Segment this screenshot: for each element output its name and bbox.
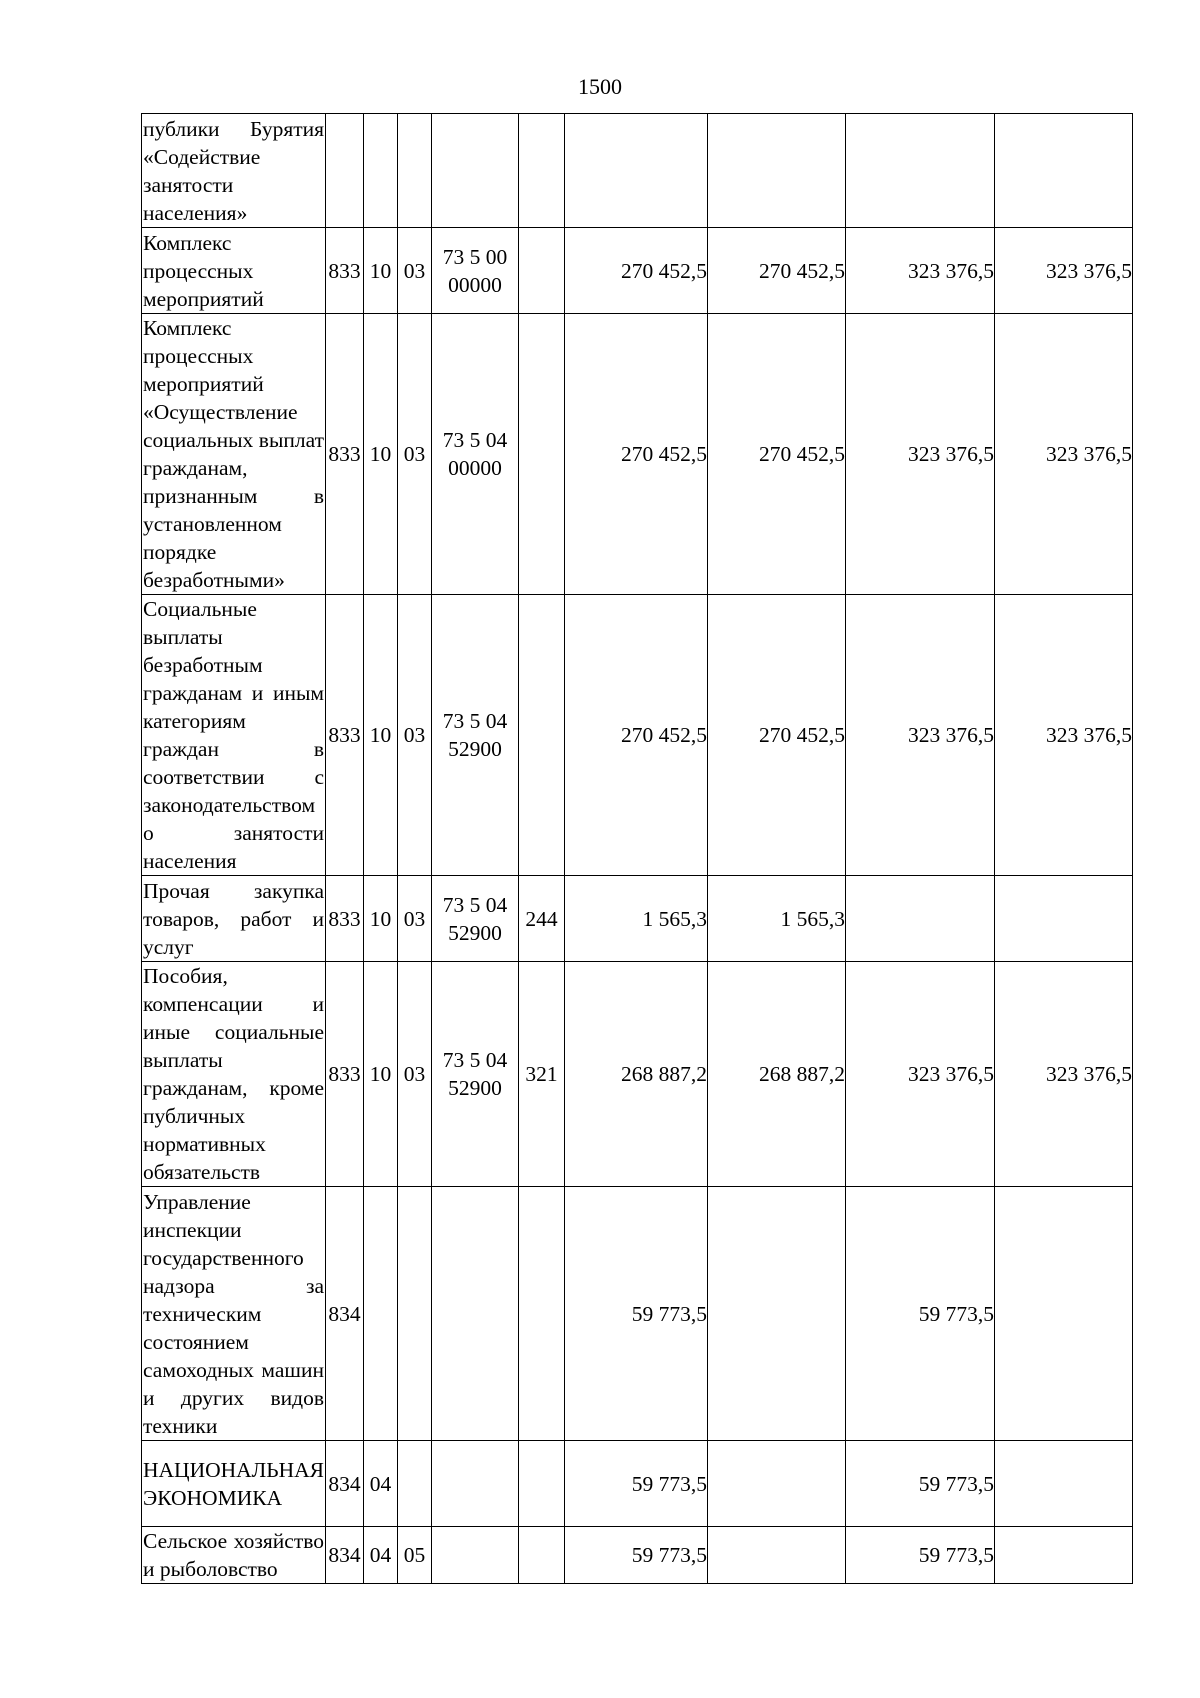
sum-4 (995, 1441, 1133, 1527)
code-pr: 05 (398, 1527, 432, 1584)
code-rz: 04 (364, 1527, 398, 1584)
row-name: публики Бурятия «Содействие занятости населения» (142, 114, 326, 228)
sum-2 (708, 1187, 846, 1441)
code-glav: 833 (326, 876, 364, 962)
sum-2: 270 452,5 (708, 228, 846, 314)
code-glav: 834 (326, 1187, 364, 1441)
code-glav: 834 (326, 1527, 364, 1584)
code-csr (432, 114, 519, 228)
code-glav: 833 (326, 962, 364, 1187)
code-rz: 10 (364, 962, 398, 1187)
code-pr: 03 (398, 228, 432, 314)
table-row (142, 228, 1133, 314)
sum-4 (995, 876, 1133, 962)
sum-3: 323 376,5 (846, 314, 995, 595)
table-row (142, 314, 1133, 595)
code-pr: 03 (398, 314, 432, 595)
table-row (142, 1527, 1133, 1584)
code-vr (519, 1527, 565, 1584)
row-name: Социальные выплаты безработным гражданам и иным категориям граждан в соответствии с законодательством о занятости населения (142, 595, 326, 876)
code-pr (398, 1441, 432, 1527)
code-csr (432, 1187, 519, 1441)
sum-4 (995, 1187, 1133, 1441)
table-row (142, 595, 1133, 876)
sum-2 (708, 1527, 846, 1584)
code-vr: 244 (519, 876, 565, 962)
code-glav: 833 (326, 228, 364, 314)
sum-1: 59 773,5 (565, 1187, 708, 1441)
code-vr (519, 114, 565, 228)
row-name: Управление инспекции государственного надзора за техническим состоянием самоходных машин и других видов техники (142, 1187, 326, 1441)
code-csr: 73 5 04 52900 (432, 595, 519, 876)
sum-2: 1 565,3 (708, 876, 846, 962)
table-row (142, 114, 1133, 228)
row-name: Пособия, компенсации и иные социальные выплаты гражданам, кроме публичных нормативных обязательств (142, 962, 326, 1187)
page-number: 1500 (578, 74, 622, 99)
sum-3: 59 773,5 (846, 1187, 995, 1441)
table-row (142, 962, 1133, 1187)
sum-3 (846, 876, 995, 962)
code-rz (364, 114, 398, 228)
table-row (142, 876, 1133, 962)
code-csr: 73 5 04 52900 (432, 962, 519, 1187)
code-glav (326, 114, 364, 228)
code-csr: 73 5 04 00000 (432, 314, 519, 595)
sum-1 (565, 114, 708, 228)
sum-2: 268 887,2 (708, 962, 846, 1187)
sum-3: 59 773,5 (846, 1441, 995, 1527)
code-rz: 10 (364, 314, 398, 595)
sum-4 (995, 1527, 1133, 1584)
sum-1: 268 887,2 (565, 962, 708, 1187)
code-pr: 03 (398, 595, 432, 876)
code-rz: 04 (364, 1441, 398, 1527)
code-pr: 03 (398, 876, 432, 962)
code-csr: 73 5 04 52900 (432, 876, 519, 962)
sum-3: 323 376,5 (846, 228, 995, 314)
code-vr (519, 228, 565, 314)
sum-1: 270 452,5 (565, 314, 708, 595)
code-vr: 321 (519, 962, 565, 1187)
code-glav: 834 (326, 1441, 364, 1527)
code-pr: 03 (398, 962, 432, 1187)
sum-3: 59 773,5 (846, 1527, 995, 1584)
sum-3 (846, 114, 995, 228)
table-row (142, 1187, 1133, 1441)
code-pr (398, 1187, 432, 1441)
row-name: Комплекс процессных мероприятий (142, 228, 326, 314)
code-glav: 833 (326, 314, 364, 595)
sum-1: 270 452,5 (565, 595, 708, 876)
code-rz (364, 1187, 398, 1441)
code-rz: 10 (364, 595, 398, 876)
sum-2 (708, 1441, 846, 1527)
sum-2: 270 452,5 (708, 314, 846, 595)
sum-1: 1 565,3 (565, 876, 708, 962)
sum-4: 323 376,5 (995, 962, 1133, 1187)
row-name: НАЦИОНАЛЬНАЯ ЭКОНОМИКА (142, 1441, 326, 1527)
sum-4: 323 376,5 (995, 314, 1133, 595)
sum-3: 323 376,5 (846, 962, 995, 1187)
sum-4 (995, 114, 1133, 228)
code-vr (519, 1187, 565, 1441)
row-name: Сельское хозяйство и рыболовство (142, 1527, 326, 1584)
code-csr: 73 5 00 00000 (432, 228, 519, 314)
code-rz: 10 (364, 876, 398, 962)
budget-table (141, 113, 1133, 1584)
code-vr (519, 314, 565, 595)
code-pr (398, 114, 432, 228)
code-glav: 833 (326, 595, 364, 876)
sum-2 (708, 114, 846, 228)
row-name: Прочая закупка товаров, работ и услуг (142, 876, 326, 962)
row-name: Комплекс процессных мероприятий «Осуществление социальных выплат гражданам, признанным в установленном порядке безработными» (142, 314, 326, 595)
table-body (142, 114, 1133, 1584)
code-vr (519, 1441, 565, 1527)
code-rz: 10 (364, 228, 398, 314)
sum-1: 270 452,5 (565, 228, 708, 314)
code-csr (432, 1441, 519, 1527)
sum-2: 270 452,5 (708, 595, 846, 876)
table-row (142, 1441, 1133, 1527)
code-csr (432, 1527, 519, 1584)
sum-1: 59 773,5 (565, 1441, 708, 1527)
sum-4: 323 376,5 (995, 595, 1133, 876)
sum-4: 323 376,5 (995, 228, 1133, 314)
sum-3: 323 376,5 (846, 595, 995, 876)
sum-1: 59 773,5 (565, 1527, 708, 1584)
code-vr (519, 595, 565, 876)
